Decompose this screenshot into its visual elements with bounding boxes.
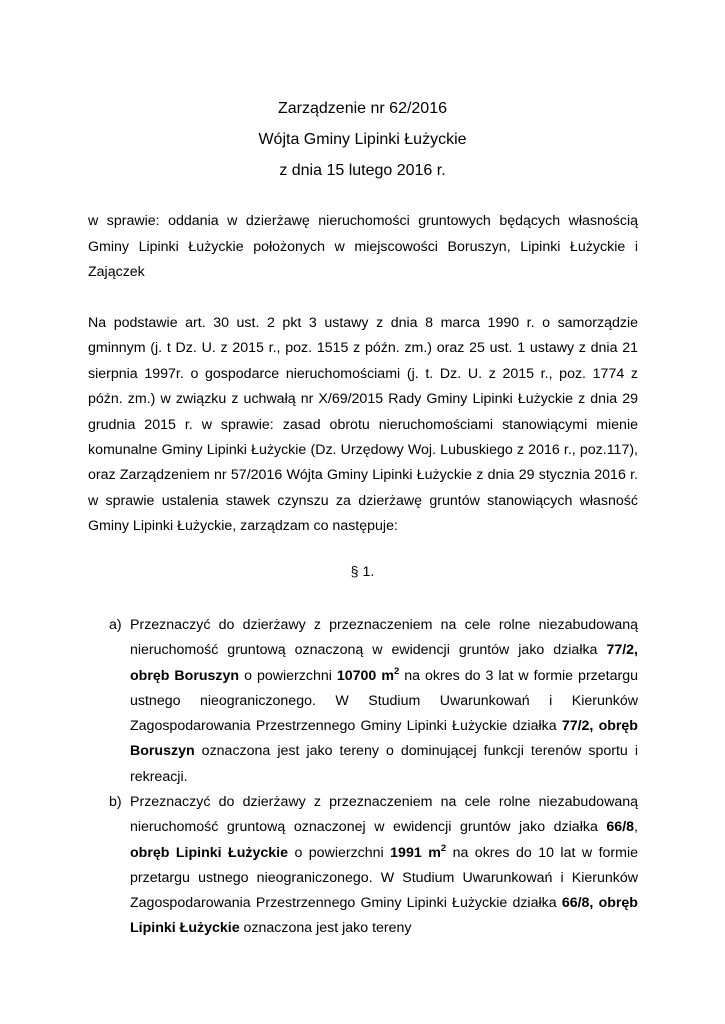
subject-paragraph: w sprawie: oddania w dzierżawę nieruchomości gruntowych będących własnością Gminy Lipinki Łużyckie położonych w miejscowości Boruszyn, Lipinki Łużyckie i Zajączek [88,213,638,281]
parcel-precinct: obręb Lipinki Łużyckie [130,844,288,861]
list-marker: b) [109,794,122,810]
ordinance-date: z dnia 15 lutego 2016 r. [279,162,446,179]
section-heading: § 1. [350,564,375,580]
parcel-reference: 66/8, obręb Lipinki Łużyckie [130,895,638,937]
parcel-reference: 77/2, obręb Boruszyn [130,718,638,760]
list-item-text: Przeznaczyć do dzierżawy z przeznaczeniem na cele rolne niezabudowaną nieruchomość gruntową oznaczoną w ewidencji gruntów jako działka 77/2, obręb Boruszyn o powierzchni 10700 $m^2$ na okres do 3 lat w formie przetargu ustnego nieograniczonego. W Studium Uwarunkowań i Kierunków Zagospodarowania Przestrzennego Gminy Lipinki Łużyckie działka 77/2, obręb Boruszyn oznaczona jest jako tereny o dominującej funkcji terenów sportu i rekreacji. [130,617,638,785]
parcel-number: 66/8 [606,819,635,836]
list-item-text: Przeznaczyć do dzierżawy z przeznaczeniem na cele rolne niezabudowaną nieruchomość gruntową oznaczonej w ewidencji gruntów jako działka 66/8, obręb Lipinki Łużyckie o powierzchni 1991 $m^2$ na okres do 10 lat w formie przetargu ustnego nieograniczonego. W Studium Uwarunkowań i Kierunków Zagospodarowania Przestrzennego Gminy Lipinki Łużyckie działka 66/8, obręb Lipinki Łużyckie oznaczona jest jako tereny [130,794,638,937]
legal-basis-paragraph: Na podstawie art. 30 ust. 2 pkt 3 ustawy z dnia 8 marca 1990 r. o samorządzie gminnym (j. t Dz. U. z 2015 r., poz. 1515 z późn. zm.) oraz 25 ust. 1 ustawy z dnia 21 sierpnia 1997r. o gospodarce nieruchomościami (j. t. Dz. U. z 2015 r., poz. 1774 z późn. zm.) w związku z uchwałą nr X/69/2015 Rady Gminy Lipinki Łużyckie z dnia 29 grudnia 2015 r. w sprawie: zasad obrotu nieruchomościami stanowiącymi mienie komunalne Gminy Lipinki Łużyckie (Dz. Urzędowy Woj. Lubuskiego z 2016 r., poz.117), oraz Zarządzeniem nr 57/2016 Wójta Gminy Lipinki Łużyckie z dnia 29 stycznia 2016 r. w sprawie ustalenia stawek czynszu za dzierżawę gruntów stanowiących własność Gminy Lipinki Łużyckie, zarządzam co następuje: [88,315,638,535]
parcel-area: 1991 m [390,844,441,861]
issuing-authority: Wójta Gminy Lipinki Łużyckie [258,131,467,148]
list-marker: a) [109,617,122,633]
list-item [109,790,638,942]
parcel-precinct: obręb Boruszyn [130,667,240,684]
parcel-area: 10700 m [336,667,394,684]
area-exponent: 2 [393,665,400,677]
list-item [109,613,638,790]
area-exponent: 2 [440,842,447,854]
parcel-number: 77/2, [606,642,638,659]
ordinance-number: Zarządzenie nr 62/2016 [278,100,447,117]
